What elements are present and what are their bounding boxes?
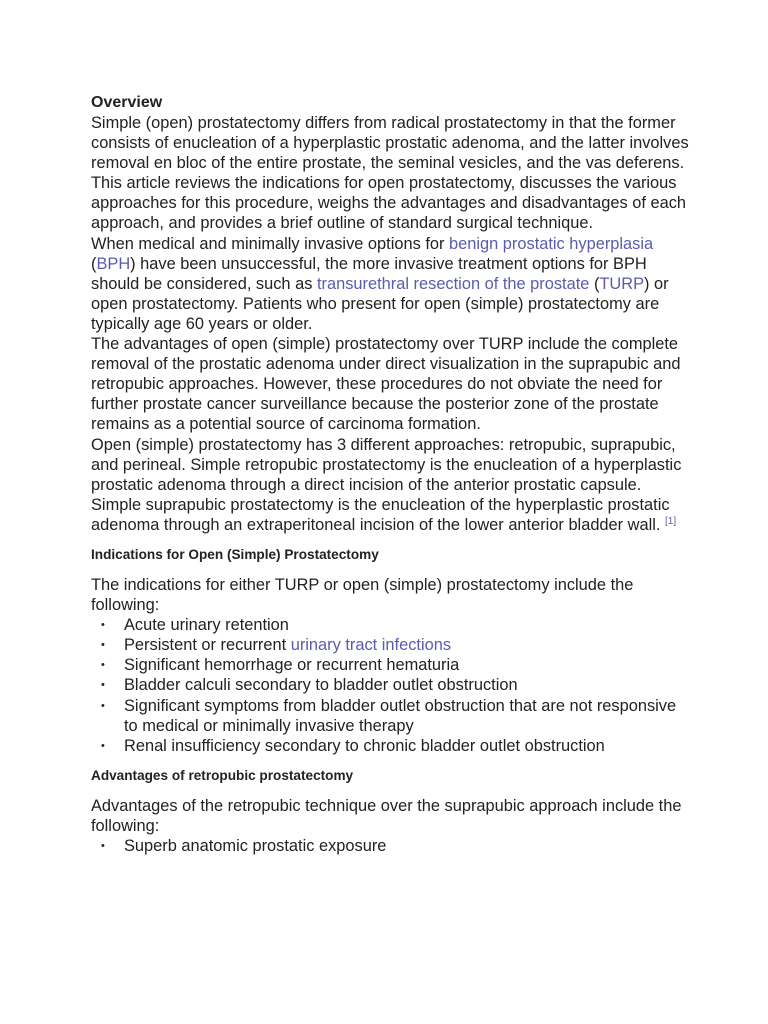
link-urinary-tract-infections[interactable]: urinary tract infections xyxy=(290,636,452,655)
list-item xyxy=(91,615,691,635)
link-turp[interactable]: TURP xyxy=(599,274,645,293)
link-bph[interactable]: BPH xyxy=(96,254,131,273)
indications-list xyxy=(91,615,691,756)
overview-paragraph-3: The advantages of open (simple) prostatectomy over TURP include the complete removal of the prostatic adenoma under direct visualization in the suprapubic and retropubic approaches. However, these procedures do not obviate the need for further prostate cancer surveillance because the posterior zone of the prostate remains as a potential source of carcinoma formation. xyxy=(91,335,681,434)
advantages-list xyxy=(91,836,691,856)
indications-heading: Indications for Open (Simple) Prostatectomy xyxy=(91,546,379,562)
bullet-icon: • xyxy=(101,639,105,652)
list-item xyxy=(91,736,691,756)
bullet-icon: • xyxy=(101,659,105,672)
list-item xyxy=(91,655,691,675)
article-body xyxy=(91,93,691,856)
reference-link-1[interactable]: [1] xyxy=(665,515,677,527)
list-item-text: Superb anatomic prostatic exposure xyxy=(124,837,387,855)
list-item-text: Significant hemorrhage or recurrent hematuria xyxy=(124,656,460,675)
list-item xyxy=(91,635,691,655)
bullet-icon: • xyxy=(101,619,105,632)
bullet-icon: • xyxy=(101,679,105,692)
advantages-intro: Advantages of the retropubic technique over the suprapubic approach include the following: xyxy=(91,796,682,835)
overview-paragraph-2 xyxy=(91,234,691,334)
list-item xyxy=(91,836,691,856)
list-item-text: Significant symptoms from bladder outlet obstruction that are not responsive to medical or minimally invasive therapy xyxy=(124,696,677,735)
overview-paragraph-4 xyxy=(91,435,691,535)
overview-paragraph-1: Simple (open) prostatectomy differs from radical prostatectomy in that the former consists of enucleation of a hyperplastic prostatic adenoma, and the latter involves removal en bloc of the entire prostate, the seminal vesicles, and the vas deferens. This article reviews the indications for open prostatectomy, discusses the various approaches for this procedure, weighs the advantages and disadvantages of each approach, and provides a brief outline of standard surgical technique. xyxy=(91,114,689,233)
list-item-text: Persistent or recurrent xyxy=(124,636,291,655)
paragraph-text: Open (simple) prostatectomy has 3 different approaches: retropubic, suprapubic, and perineal. Simple retropubic prostatectomy is the enucleation of a hyperplastic prostatic adenoma through a direct incision of the anterior prostatic capsule. Simple suprapubic prostatectomy is the enucleation of the hyperplastic prostatic adenoma through an extraperitoneal incision of the lower anterior bladder wall. xyxy=(91,435,682,534)
bullet-icon: • xyxy=(101,840,105,852)
indications-intro: The indications for either TURP or open (simple) prostatectomy include the following: xyxy=(91,575,634,615)
bullet-icon: • xyxy=(101,739,105,752)
list-item-text: Renal insufficiency secondary to chronic bladder outlet obstruction xyxy=(124,736,605,755)
paragraph-text: ( xyxy=(91,254,97,273)
link-transurethral-resection[interactable]: transurethral resection of the prostate xyxy=(316,274,590,293)
bullet-icon: • xyxy=(101,699,105,712)
list-item-text: Bladder calculi secondary to bladder outlet obstruction xyxy=(124,676,518,695)
overview-heading: Overview xyxy=(91,94,163,111)
paragraph-text: ) have been unsuccessful, the more invasive treatment options for BPH should be considered, such as xyxy=(91,254,647,293)
paragraph-text: ) or open prostatectomy. Patients who present for open (simple) prostatectomy are typically age 60 years or older. xyxy=(91,274,669,333)
list-item-text: Acute urinary retention xyxy=(124,616,289,635)
paragraph-text: ( xyxy=(589,274,600,293)
link-benign-prostatic-hyperplasia[interactable]: benign prostatic hyperplasia xyxy=(449,234,654,253)
list-item xyxy=(91,675,691,695)
advantages-heading: Advantages of retropubic prostatectomy xyxy=(91,767,354,783)
list-item xyxy=(91,696,691,736)
paragraph-text: When medical and minimally invasive options for xyxy=(91,234,450,253)
